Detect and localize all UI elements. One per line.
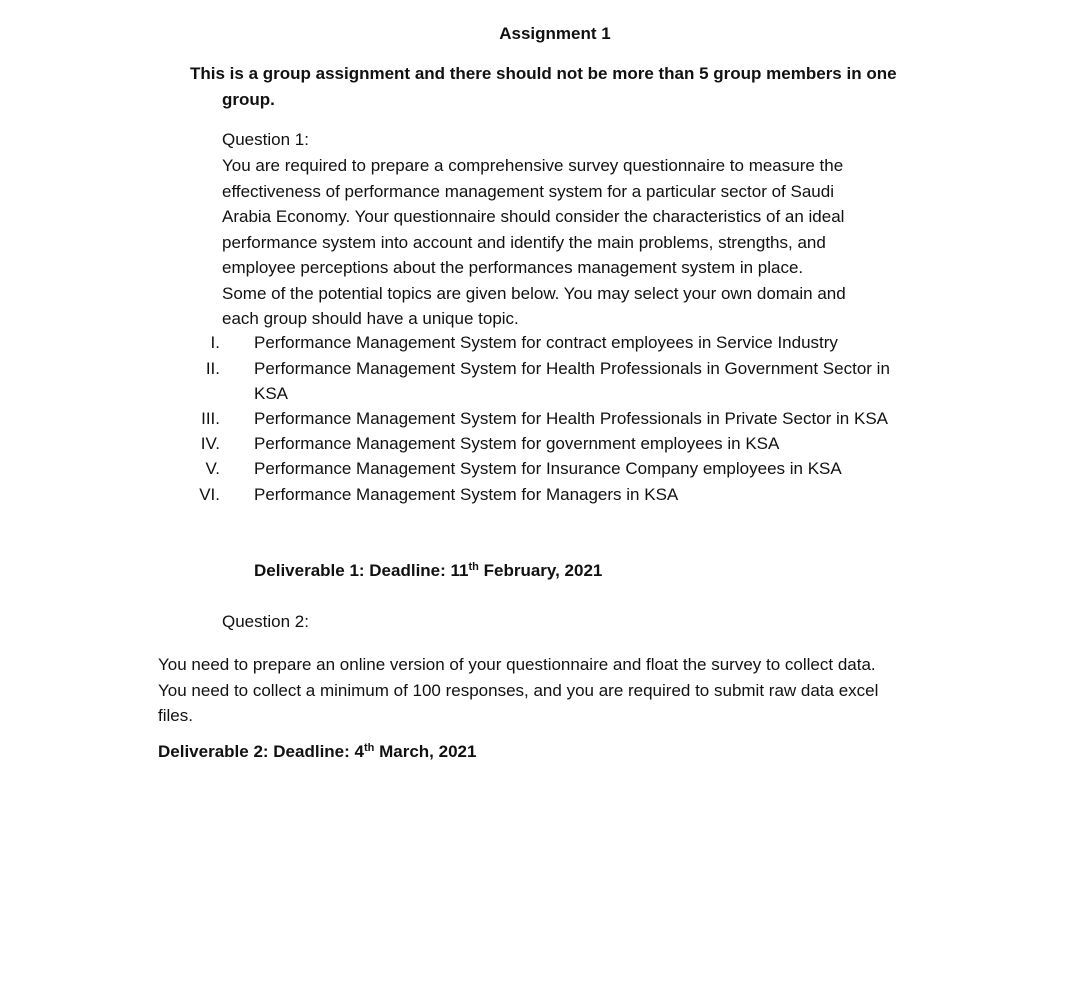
topic-text-continued: KSA xyxy=(254,384,289,403)
question-2-label: Question 2: xyxy=(222,612,309,631)
topic-text: Performance Management System for Managers in KSA xyxy=(254,485,679,504)
question-1-text xyxy=(222,153,846,332)
intro-line-1: This is a group assignment and there should not be more than 5 group members in one xyxy=(190,64,897,83)
deliverable-1-prefix: Deliverable 1: Deadline: 11 xyxy=(254,561,469,580)
topic-number: VI. xyxy=(199,485,220,504)
topic-text: Performance Management System for government employees in KSA xyxy=(254,434,780,453)
question-1-line: You are required to prepare a comprehensive survey questionnaire to measure the xyxy=(222,156,844,175)
deliverable-2-prefix: Deliverable 2: Deadline: 4 xyxy=(158,742,364,761)
question-1-line: Arabia Economy. Your questionnaire should consider the characteristics of an ideal xyxy=(222,207,845,226)
question-1-line: effectiveness of performance management system for a particular sector of Saudi xyxy=(222,181,834,201)
question-1-line: Some of the potential topics are given below. You may select your own domain and xyxy=(222,283,846,303)
deliverable-2-ordinal: th xyxy=(363,742,375,754)
topic-text: Performance Management System for contract employees in Service Industry xyxy=(254,333,838,352)
intro-line-2: group. xyxy=(222,90,275,109)
question-1-line: each group should have a unique topic. xyxy=(222,309,519,328)
topic-number: III. xyxy=(201,409,220,428)
deliverable-1-ordinal: th xyxy=(468,561,479,573)
question-2-line: You need to prepare an online version of your questionnaire and float the survey to collect data. xyxy=(158,655,876,674)
topic-text: Performance Management System for Health Professionals in Government Sector in xyxy=(254,359,890,378)
question-2-line: files. xyxy=(158,706,193,725)
topic-number: V. xyxy=(205,459,220,478)
topic-number: II. xyxy=(205,359,220,378)
deliverable-1-suffix: February, 2021 xyxy=(478,561,603,580)
topic-number: IV. xyxy=(200,434,220,453)
question-2-text xyxy=(158,652,878,729)
topic-text: Performance Management System for Health Professionals in Private Sector in KSA xyxy=(254,409,889,428)
question-1-line: employee perceptions about the performances management system in place. xyxy=(222,258,804,277)
deliverable-2-suffix: March, 2021 xyxy=(374,742,477,761)
deliverable-2-deadline xyxy=(158,742,476,762)
question-2-line: You need to collect a minimum of 100 responses, and you are required to submit raw data excel xyxy=(158,680,879,700)
topic-number: I. xyxy=(210,333,220,352)
page-title: Assignment 1 xyxy=(499,24,611,43)
topic-text: Performance Management System for Insurance Company employees in KSA xyxy=(254,459,842,478)
deliverable-1-deadline xyxy=(254,561,602,581)
question-1-label: Question 1: xyxy=(222,130,309,149)
question-1-line: performance system into account and identify the main problems, strengths, and xyxy=(222,232,826,252)
